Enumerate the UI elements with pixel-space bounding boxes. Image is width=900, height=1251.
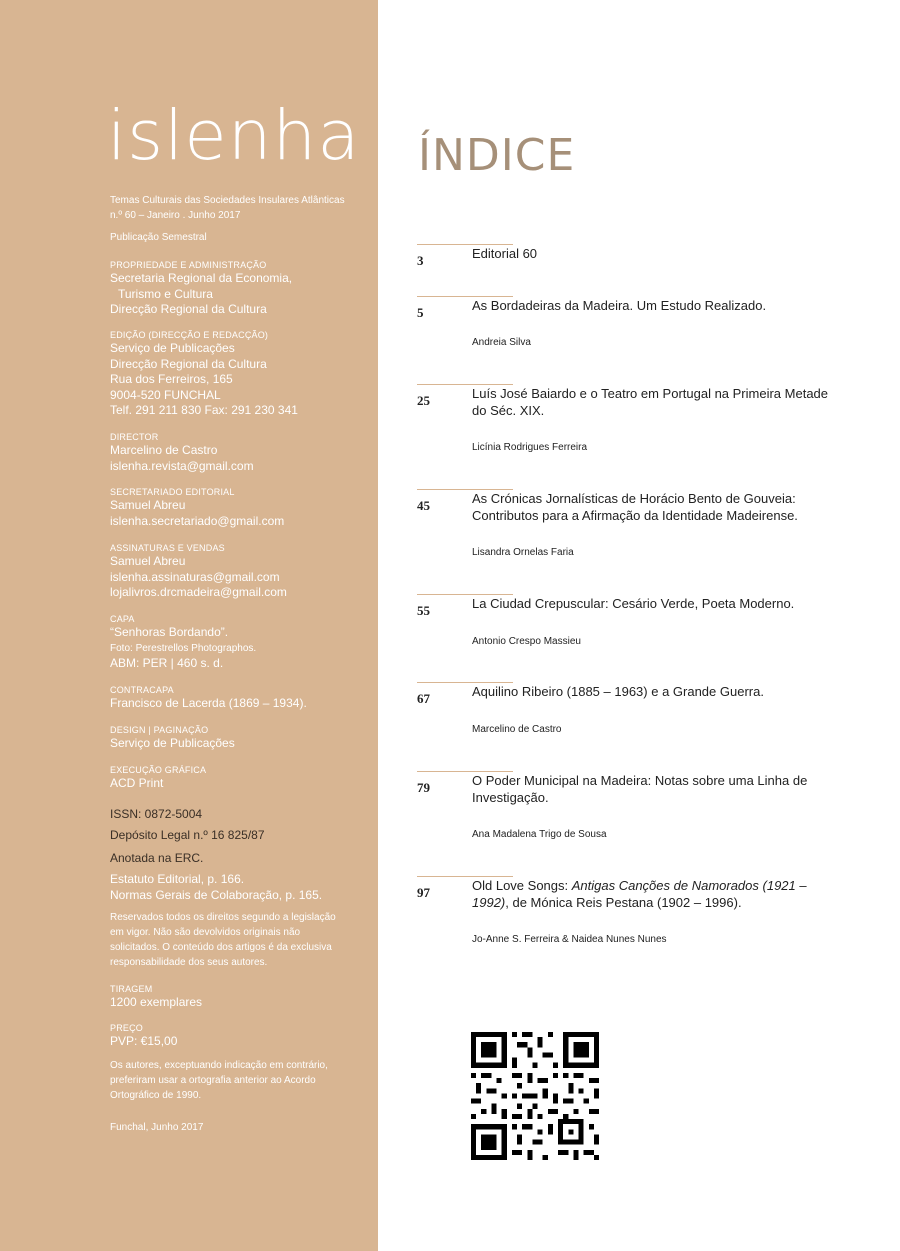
entry-author: Jo-Anne S. Ferreira & Naidea Nunes Nunes xyxy=(472,934,667,945)
design-section xyxy=(110,724,360,752)
secretariat-name: Samuel Abreu xyxy=(110,498,186,512)
printing-text: ACD Print xyxy=(110,776,164,790)
print-run: 1200 exemplares xyxy=(110,995,203,1009)
editing-line: Direcção Regional da Cultura xyxy=(110,356,267,371)
qr-code-icon[interactable] xyxy=(471,1032,599,1160)
director-section xyxy=(110,431,360,474)
editing-label: EDIÇÃO (DIRECÇÃO E REDACÇÃO) xyxy=(110,330,269,340)
entry-title-italic: Antigas Canções de Namorados (1921 – 1992) xyxy=(472,878,807,910)
editing-section xyxy=(110,329,360,419)
ownership-line: Secretaria Regional da Economia, xyxy=(110,271,293,285)
cover-label: CAPA xyxy=(110,614,135,624)
issn: ISSN: 0872-5004 xyxy=(110,807,203,821)
entry-page: 3 xyxy=(417,253,424,268)
entry-title-prefix: Old Love Songs: xyxy=(472,878,572,893)
cover-section xyxy=(110,613,360,671)
magazine-logo: islenha xyxy=(107,96,361,176)
orthography-line: Ortográfico de 1990. xyxy=(110,1090,202,1101)
entry-title-suffix: , de Mónica Reis Pestana (1902 – 1996). xyxy=(505,895,742,910)
print-run-label: TIRAGEM xyxy=(110,984,153,994)
entry-title: La Ciudad Crepuscular: Cesário Verde, Poeta Moderno. xyxy=(472,596,795,611)
index-heading: ÍNDICE xyxy=(418,130,576,181)
entry-author: Antonio Crespo Massieu xyxy=(472,636,581,647)
shop-email[interactable]: lojalivros.drcmadeira@gmail.com xyxy=(110,585,287,599)
entry-page: 67 xyxy=(417,691,430,706)
rights-line: em vigor. Não são devolvidos originais não xyxy=(110,927,301,938)
design-text: Serviço de Publicações xyxy=(110,736,235,750)
subtitle-block xyxy=(110,193,360,223)
backcover-section xyxy=(110,684,360,712)
orthography-line: preferiram usar a ortografia anterior ao Acordo xyxy=(110,1075,316,1086)
rights-section xyxy=(110,910,370,970)
entry-page: 79 xyxy=(417,780,430,795)
subtitle: Temas Culturais das Sociedades Insulares Atlânticas xyxy=(110,195,345,206)
entry-page: 97 xyxy=(417,885,430,900)
entry-title: Aquilino Ribeiro (1885 – 1963) e a Grande Guerra. xyxy=(472,684,764,699)
editing-line: 9004-520 FUNCHAL xyxy=(110,387,221,402)
entry-page: 25 xyxy=(417,393,430,408)
cover-title: “Senhoras Bordando”. xyxy=(110,625,229,639)
editing-line: Telf. 291 211 830 Fax: 291 230 341 xyxy=(110,403,298,417)
subscriptions-email[interactable]: islenha.assinaturas@gmail.com xyxy=(110,569,280,584)
rights-line: responsabilidade dos seus autores. xyxy=(110,957,268,968)
frequency: Publicação Semestral xyxy=(110,232,207,243)
entry-author: Ana Madalena Trigo de Sousa xyxy=(472,829,607,840)
entry-author: Lisandra Ornelas Faria xyxy=(472,547,574,558)
entry-title: Luís José Baiardo e o Teatro em Portugal na Primeira Metade do Séc. XIX. xyxy=(472,386,829,418)
price-section xyxy=(110,1022,360,1050)
secretariat-label: SECRETARIADO EDITORIAL xyxy=(110,487,235,497)
director-name: Marcelino de Castro xyxy=(110,443,218,457)
printing-section xyxy=(110,764,360,792)
rights-line: Reservados todos os direitos segundo a legislação xyxy=(110,912,336,923)
statute-line: Estatuto Editorial, p. 166. xyxy=(110,872,245,886)
legal-deposit: Depósito Legal n.º 16 825/87 xyxy=(110,828,265,842)
design-label: DESIGN | PAGINAÇÃO xyxy=(110,725,209,735)
subscriptions-label: ASSINATURAS E VENDAS xyxy=(110,543,225,553)
backcover-text: Francisco de Lacerda (1869 – 1934). xyxy=(110,696,307,710)
price: PVP: €15,00 xyxy=(110,1034,178,1048)
entry-title: Editorial 60 xyxy=(472,246,538,261)
entry-title: As Crónicas Jornalísticas de Horácio Bento de Gouveia: Contributos para a Afirmação da Identidade Madeirense. xyxy=(472,491,798,523)
ownership-label: PROPRIEDADE E ADMINISTRAÇÃO xyxy=(110,260,267,270)
ownership-line: Turismo e Cultura xyxy=(118,286,213,301)
cover-reference: ABM: PER | 460 s. d. xyxy=(110,655,224,670)
cover-photo-credit: Foto: Perestrellos Photographos. xyxy=(110,642,257,654)
secretariat-email[interactable]: islenha.secretariado@gmail.com xyxy=(110,513,285,528)
orthography-line: Os autores, exceptuando indicação em contrário, xyxy=(110,1060,328,1071)
printing-label: EXECUÇÃO GRÁFICA xyxy=(110,765,207,775)
editing-line: Serviço de Publicações xyxy=(110,341,235,355)
price-label: PREÇO xyxy=(110,1023,144,1033)
subscriptions-name: Samuel Abreu xyxy=(110,554,186,568)
director-label: DIRECTOR xyxy=(110,432,159,442)
entry-author: Licínia Rodrigues Ferreira xyxy=(472,442,588,453)
entry-page: 55 xyxy=(417,603,430,618)
statute-line: Normas Gerais de Colaboração, p. 165. xyxy=(110,887,323,902)
entry-page: 45 xyxy=(417,498,430,513)
subscriptions-section xyxy=(110,542,360,601)
entry-title: As Bordadeiras da Madeira. Um Estudo Realizado. xyxy=(472,298,767,313)
entry-page: 5 xyxy=(417,305,424,320)
rights-line: solicitados. O conteúdo dos artigos é da exclusiva xyxy=(110,942,332,953)
statute-section xyxy=(110,872,360,903)
entry-author: Marcelino de Castro xyxy=(472,724,562,735)
secretariat-section xyxy=(110,486,360,529)
director-email[interactable]: islenha.revista@gmail.com xyxy=(110,458,254,473)
erc-note: Anotada na ERC. xyxy=(110,851,204,865)
print-run-section xyxy=(110,983,360,1011)
issue-info: n.º 60 – Janeiro . Junho 2017 xyxy=(110,210,241,221)
editing-line: Rua dos Ferreiros, 165 xyxy=(110,372,233,386)
entry-author: Andreia Silva xyxy=(472,337,531,348)
sidebar-panel xyxy=(0,0,378,1251)
ownership-section xyxy=(110,259,360,318)
backcover-label: CONTRACAPA xyxy=(110,685,174,695)
orthography-section xyxy=(110,1058,370,1103)
ownership-line: Direcção Regional da Cultura xyxy=(110,302,267,316)
entry-title xyxy=(472,877,837,911)
entry-title: O Poder Municipal na Madeira: Notas sobre uma Linha de Investigação. xyxy=(472,773,808,805)
place-date: Funchal, Junho 2017 xyxy=(110,1122,204,1133)
